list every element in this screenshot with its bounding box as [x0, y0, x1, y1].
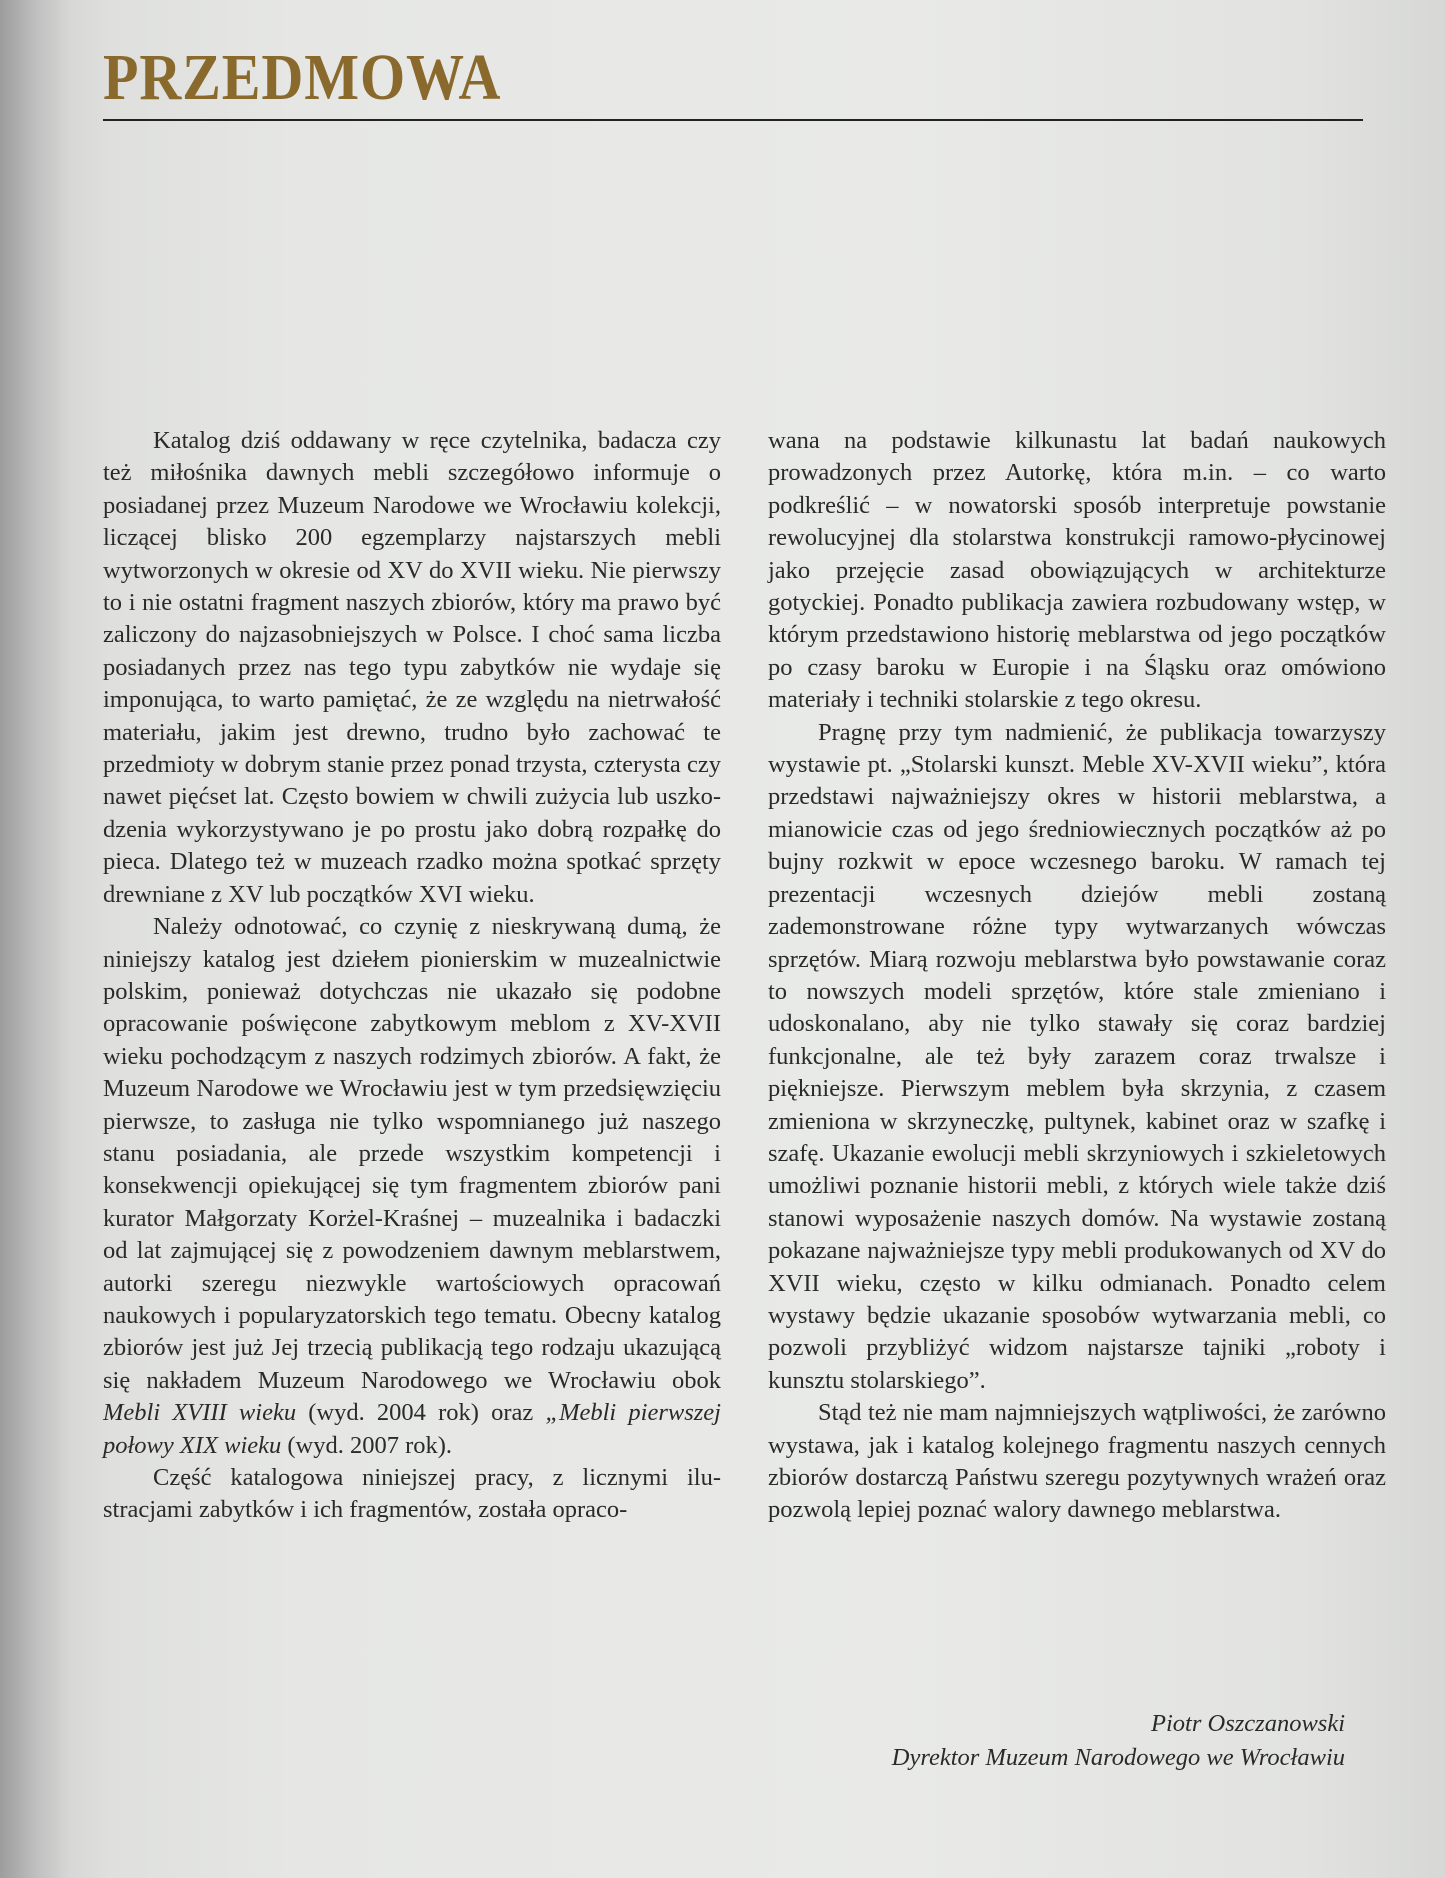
signature-role: Dyrektor Muzeum Narodowego we Wrocławiu [891, 1744, 1345, 1771]
page-title: PRZEDMOWA [103, 41, 502, 114]
paragraph: wana na podstawie kilkunastu lat badań naukowych prowadzonych przez Autorkę, która m.in. – co warto podkreślić – w nowatorski sposób interpretuje powstanie rewolucyjnej dla stolarstwa konstrukcji ramowo-płycinowej jako przejęcie zasad obowiązujących w architekturze gotyckiej. Ponadto publikacja zawiera rozbudowany wstęp, w którym przedstawiono historię meblarstwa od jego początków po czasy baroku w Europie i na Śląsku oraz omówiono materiały i techniki stolarskie z tego okresu. [768, 427, 1386, 714]
signature [892, 1707, 1345, 1775]
left-column [103, 425, 721, 1527]
book-title: „Mebli pierwszej połowy XIX wieku [103, 1399, 721, 1459]
signature-name: Piotr Oszczanowski [1151, 1710, 1345, 1737]
paragraph-text: (wyd. 2004 rok) oraz [296, 1399, 546, 1427]
paragraph [103, 911, 721, 1462]
paragraph: Katalog dziś oddawany w ręce czytelnika, badacza czy też miłośnika dawnych mebli szczegółowo informuje o posiadanej przez Muzeum Narodowe we Wrocławiu kolekcji, liczącej blisko 200 egzemplarzy najstarszych mebli wytworzonych w okresie od XV do XVII wieku. Nie pierwszy to i nie ostatni fragment naszych zbiorów, który ma prawo być zaliczony do najzasobniejszych w Polsce. I choć sama liczba posiadanych przez nas tego typu zabytków nie wydaje się imponująca, to warto pamiętać, że ze względu na nietrwałość materiału, jakim jest drewno, trudno było zachować te przedmioty w dobrym stanie przez ponad trzysta, czterysta czy nawet pięćset lat. Często bowiem w chwili zużycia lub uszkodzenia wykorzystywano je po prostu jako dobrą rozpałkę do pieca. Dlatego też w muzeach rzadko można spotkać sprzęty drewniane z XV lub początków XVI wieku. [103, 427, 721, 908]
right-column [768, 425, 1386, 1527]
paragraph: Część katalogowa niniejszej pracy, z licznymi ilustracjami zabytków i ich fragmentów, została opraco- [103, 1464, 721, 1524]
title-rule [103, 119, 1363, 121]
paragraph: Stąd też nie mam najmniejszych wątpliwości, że zarówno wystawa, jak i katalog kolejnego fragmentu naszych cennych zbiorów dostarczą Państwu szeregu pozytywnych wrażeń oraz pozwolą lepiej poznać walory dawnego meblarstwa. [768, 1399, 1386, 1524]
book-title: Mebli XVIII wieku [103, 1399, 297, 1427]
binding-shadow [0, 0, 70, 1878]
paragraph-text: Należy odnotować, co czynię z nieskrywaną dumą, że niniejszy katalog jest dziełem pionierskim w muzealnictwie polskim, ponieważ dotychczas nie ukazało się podobne opracowanie poświęcone zabytkowym meblom z XV-XVII wieku pochodzącym z naszych rodzimych zbiorów. A fakt, że Muzeum Narodowe we Wrocławiu jest w tym przedsięwzięciu pierwsze, to zasługa nie tylko wspomnianego już naszego stanu posiadania, ale przede wszystkim kompetencji i konsekwencji opiekującej się tym fragmentem zbiorów pani kurator Małgorzaty Korżel-Kraśnej – muzealnika i badaczki od lat zajmującej się z powodzeniem dawnym meblarstwem, autorki szeregu niezwykle wartościowych opracowań naukowych i popularyzatorskich tego tematu. Obecny katalog zbiorów jest już Jej trzecią publikacją tego rodzaju ukazującą się nakładem Muzeum Narodowego we Wrocławiu obok [103, 913, 721, 1394]
paragraph: Pragnę przy tym nadmienić, że publikacja towarzyszy wystawie pt. „Stolarski kunszt. Meble XV-XVII wieku”, która przedstawi najważniejszy okres w historii meblarstwa, a mianowicie czas od jego średniowiecznych początków aż po bujny rozkwit w epoce wczesnego baroku. W ramach tej prezentacji wczesnych dziejów mebli zostaną zademonstrowane różne typy wytwarzanych wówczas sprzętów. Miarą rozwoju meblarstwa było powstawanie coraz to nowszych modeli sprzętów, które stale zmieniano i udoskonalano, aby nie tylko stawały się coraz bardziej funkcjonalne, ale też były zarazem coraz trwalsze i piękniejsze. Pierwszym meblem była skrzynia, z czasem zmieniona w skrzyneczkę, pultynek, kabinet oraz w szafkę i szafę. Ukazanie ewolucji mebli skrzyniowych i szkieletowych umożliwi poznanie historii mebli, z których wiele także dziś stanowi wyposażenie naszych domów. Na wystawie zostaną pokazane najważniejsze typy mebli produkowanych od XV do XVII wieku, często w kilku odmianach. Ponadto celem wystawy będzie ukazanie sposobów wytwarzania mebli, co pozwoli przybliżyć widzom najstarsze tajniki „roboty i kunsztu stolarskiego”. [768, 718, 1386, 1394]
paragraph-text: (wyd. 2007 rok). [281, 1431, 453, 1459]
